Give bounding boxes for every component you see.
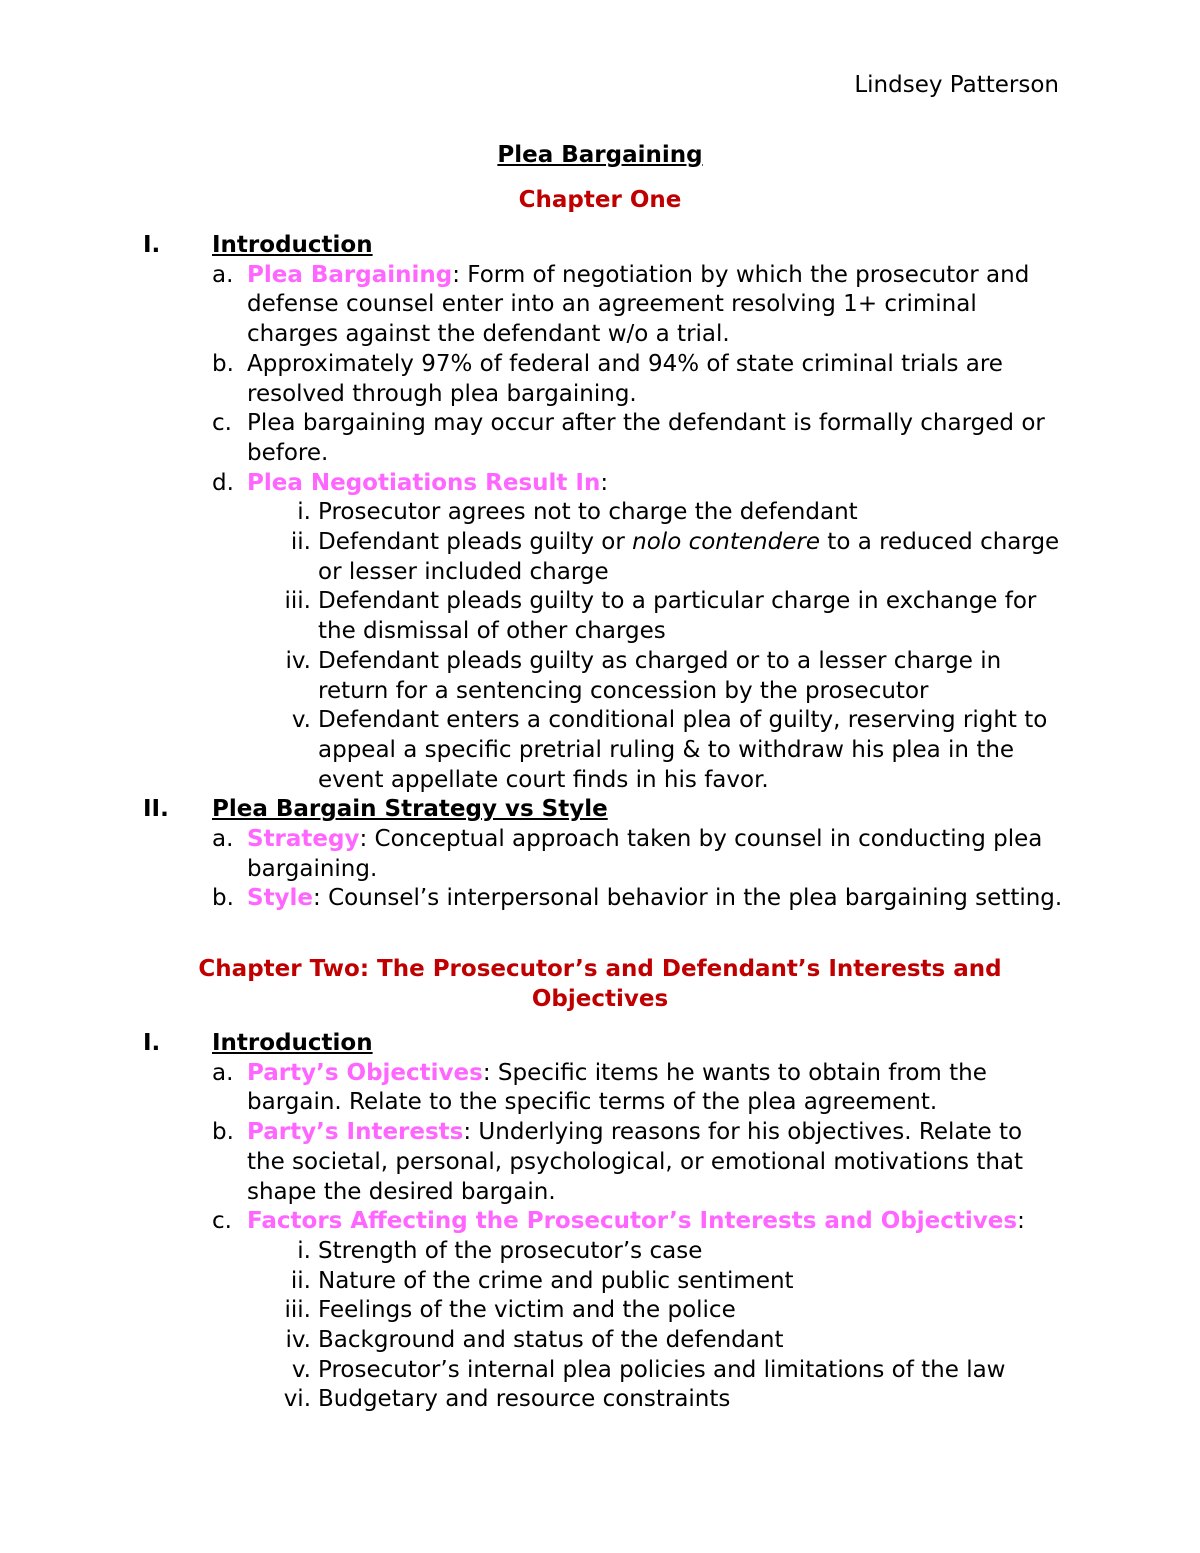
list-marker: i.: [297, 1237, 311, 1264]
roman-numeral: II.: [143, 796, 169, 823]
list-marker: b.: [212, 1119, 234, 1146]
list-marker: iv.: [285, 1327, 311, 1354]
list-marker: a.: [212, 1059, 234, 1086]
item-text: : Underlying reasons for his objectives. Relate to the societal, personal, psychological, or emotional motivations that shape the desired bargain.: [247, 1119, 1024, 1205]
section-heading: [143, 231, 1063, 261]
key-term: Factors Affecting the Prosecutor’s Interests and Objectives: [247, 1208, 1018, 1235]
list-marker: c.: [212, 410, 232, 437]
sub-list-item: [143, 498, 1063, 528]
item-text: Strength of the prosecutor’s case: [318, 1237, 703, 1264]
item-text: Plea bargaining may occur after the defendant is formally charged or before.: [247, 410, 1045, 466]
item-text: :: [600, 469, 609, 496]
sub-list-item: [143, 1237, 1063, 1267]
item-text: Budgetary and resource constraints: [318, 1386, 731, 1413]
roman-numeral: I.: [143, 1030, 161, 1056]
list-marker: vi.: [283, 1386, 311, 1413]
list-item: [143, 884, 1063, 914]
list-marker: v.: [291, 1356, 311, 1383]
key-term: Party’s Interests: [247, 1119, 464, 1146]
roman-numeral: I.: [143, 232, 161, 258]
chapter-one-outline: [143, 231, 1063, 914]
item-text: : Specific items he wants to obtain from the bargain. Relate to the specific terms of the plea agreement.: [247, 1059, 987, 1116]
section-heading: [143, 1029, 1063, 1059]
key-term: Party’s Objectives: [247, 1059, 483, 1086]
item-text: Feelings of the victim and the police: [318, 1297, 736, 1324]
item-text: Prosecutor’s internal plea policies and limitations of the law: [318, 1356, 1006, 1383]
sub-list-item: [143, 587, 1063, 646]
list-item: [143, 1207, 1063, 1237]
list-marker: b.: [212, 885, 234, 912]
list-marker: iv.: [285, 647, 311, 674]
list-item: [143, 469, 1063, 499]
key-term: Style: [247, 885, 314, 912]
list-item: [143, 261, 1063, 350]
chapter-two-outline: [143, 1029, 1063, 1415]
list-marker: ii.: [290, 1267, 311, 1294]
section-title: Introduction: [212, 1030, 373, 1056]
item-text: : Counsel’s interpersonal behavior in the plea bargaining setting.: [313, 885, 1063, 912]
sub-list-item: [143, 706, 1063, 795]
item-text: :: [1017, 1208, 1025, 1235]
item-text: Nature of the crime and public sentiment: [318, 1267, 794, 1294]
item-text: Defendant pleads guilty as charged or to a lesser charge in return for a sentencing concession by the prosecutor: [318, 647, 1002, 704]
sub-list-item: [143, 1385, 1063, 1415]
sub-list-item: [143, 1296, 1063, 1326]
item-text: to a reduced charge or lesser included charge: [318, 529, 1060, 585]
item-text: Defendant pleads guilty to a particular charge in exchange for the dismissal of other charges: [318, 588, 1037, 645]
sub-list-item: [143, 528, 1063, 587]
author-name: Lindsey Patterson: [854, 72, 1059, 98]
list-marker: b.: [212, 350, 234, 377]
list-marker: a.: [212, 826, 234, 853]
item-text: Approximately 97% of federal and 94% of state criminal trials are resolved through plea bargaining.: [247, 350, 1003, 407]
list-marker: c.: [212, 1208, 232, 1235]
list-marker: v.: [291, 707, 311, 734]
list-item: [143, 1059, 1063, 1118]
chapter-one-heading: Chapter One: [518, 187, 682, 213]
item-text: : Form of negotiation by which the prosecutor and defense counsel enter into an agreement resolving 1+ criminal charges against the defendant w/o a trial.: [247, 261, 1030, 348]
item-text: : Conceptual approach taken by counsel in conducting plea bargaining.: [247, 826, 1043, 882]
key-term: Strategy: [247, 826, 360, 853]
list-marker: a.: [212, 261, 234, 288]
list-item: [143, 1118, 1063, 1207]
sub-list-item: [143, 647, 1063, 706]
list-marker: i.: [297, 499, 311, 526]
sub-list-item: [143, 1267, 1063, 1297]
item-text: Prosecutor agrees not to charge the defendant: [318, 499, 858, 526]
list-marker: iii.: [284, 1297, 311, 1324]
key-term: Plea Bargaining: [247, 261, 453, 288]
item-text: Defendant pleads guilty or: [318, 529, 633, 556]
section-heading: [143, 795, 1063, 825]
key-term: Plea Negotiations Result In: [247, 469, 601, 496]
sub-list-item: [143, 1326, 1063, 1356]
latin-term: nolo contendere: [632, 529, 820, 556]
chapter-two-heading: Chapter Two: The Prosecutor’s and Defendant’s Interests and Objectives: [198, 956, 1002, 1012]
list-item: [143, 350, 1063, 409]
document-title: Plea Bargaining: [497, 142, 703, 168]
item-text: Background and status of the defendant: [318, 1327, 784, 1354]
section-title: Introduction: [212, 232, 373, 258]
item-text: Defendant enters a conditional plea of guilty, reserving right to appeal a specific pretrial ruling & to withdraw his plea in the event appellate court finds in his favor.: [318, 707, 1048, 793]
list-item: [143, 825, 1063, 884]
list-item: [143, 409, 1063, 468]
list-marker: d.: [212, 469, 234, 496]
sub-list-item: [143, 1356, 1063, 1386]
list-marker: iii.: [284, 588, 311, 615]
list-marker: ii.: [290, 529, 311, 556]
section-title: Plea Bargain Strategy vs Style: [212, 796, 608, 823]
